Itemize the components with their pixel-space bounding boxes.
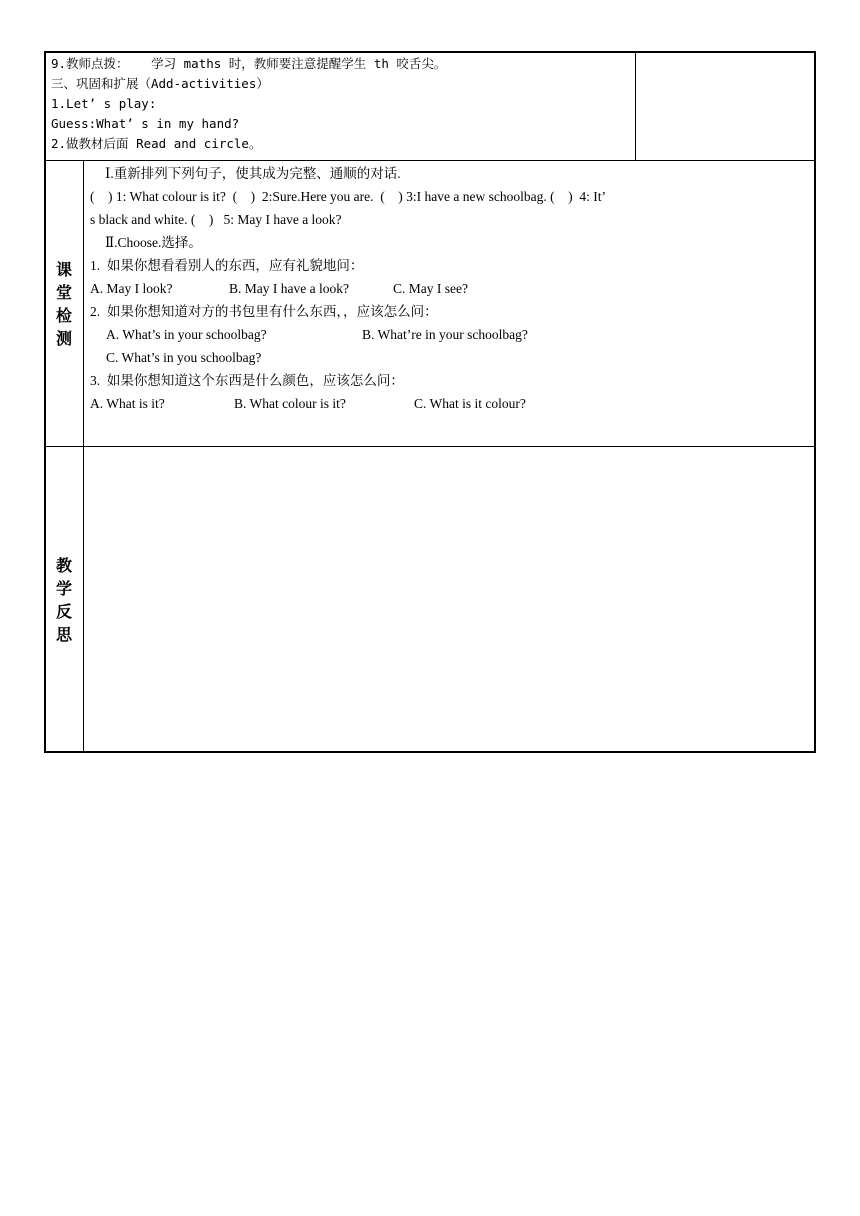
question-3-option-b: B. What colour is it?: [234, 396, 346, 411]
top-right-divider: [635, 53, 636, 160]
reflection-label-char-3: 反: [55, 602, 72, 621]
check-section-label: [45, 258, 83, 350]
question-2-option-b: B. What’re in your schoolbag?: [362, 327, 528, 342]
reflection-label-char-2: 学: [55, 579, 72, 598]
question-1-option-a: A. May I look?: [90, 281, 173, 296]
top-line-5: 2.做教材后面 Read and circle。: [51, 136, 262, 151]
reflection-label-char-1: 教: [55, 556, 72, 575]
part1-line-1: ( ) 1: What colour is it? ( ) 2:Sure.Here you are. ( ) 3:I have a new schoolbag. ( ) 4: It’: [90, 189, 606, 204]
label-column-divider: [83, 160, 84, 751]
part1-line-2: s black and white. ( ) 5: May I have a look?: [90, 212, 342, 227]
row-divider-2: [46, 446, 814, 447]
top-line-3: 1.Let’ s play:: [51, 96, 157, 111]
check-label-char-4: 测: [55, 329, 72, 348]
question-3-option-a: A. What is it?: [90, 396, 165, 411]
top-line-2: 三、巩固和扩展（Add-activities）: [51, 76, 269, 91]
top-line-4: Guess:What’ s in my hand?: [51, 116, 240, 131]
question-1: 1. 如果你想看看别人的东西，应有礼貌地问：: [90, 258, 364, 273]
reflection-section-label: [45, 554, 83, 646]
question-1-option-b: B. May I have a look?: [229, 281, 349, 296]
top-line-1: 9.教师点拨： 学习 maths 时，教师要注意提醒学生 th 咬舌尖。: [51, 56, 447, 71]
question-2-option-a: A. What’s in your schoolbag?: [106, 327, 267, 342]
row-divider-1: [46, 160, 814, 161]
reflection-label-char-4: 思: [55, 625, 72, 644]
part2-title: Ⅱ.Choose.选择。: [105, 235, 202, 250]
check-label-char-2: 堂: [55, 283, 72, 302]
question-1-option-c: C. May I see?: [393, 281, 468, 296]
part1-title: Ⅰ.重新排列下列句子，使其成为完整、通顺的对话.: [105, 166, 401, 181]
check-label-char-1: 课: [55, 260, 72, 279]
question-3-option-c: C. What is it colour?: [414, 396, 526, 411]
check-label-char-3: 检: [55, 306, 72, 325]
question-2-option-c: C. What’s in you schoolbag?: [106, 350, 262, 365]
question-3: 3. 如果你想知道这个东西是什么颜色，应该怎么问：: [90, 373, 404, 388]
question-2: 2. 如果你想知道对方的书包里有什么东西，，应该怎么问：: [90, 304, 438, 319]
